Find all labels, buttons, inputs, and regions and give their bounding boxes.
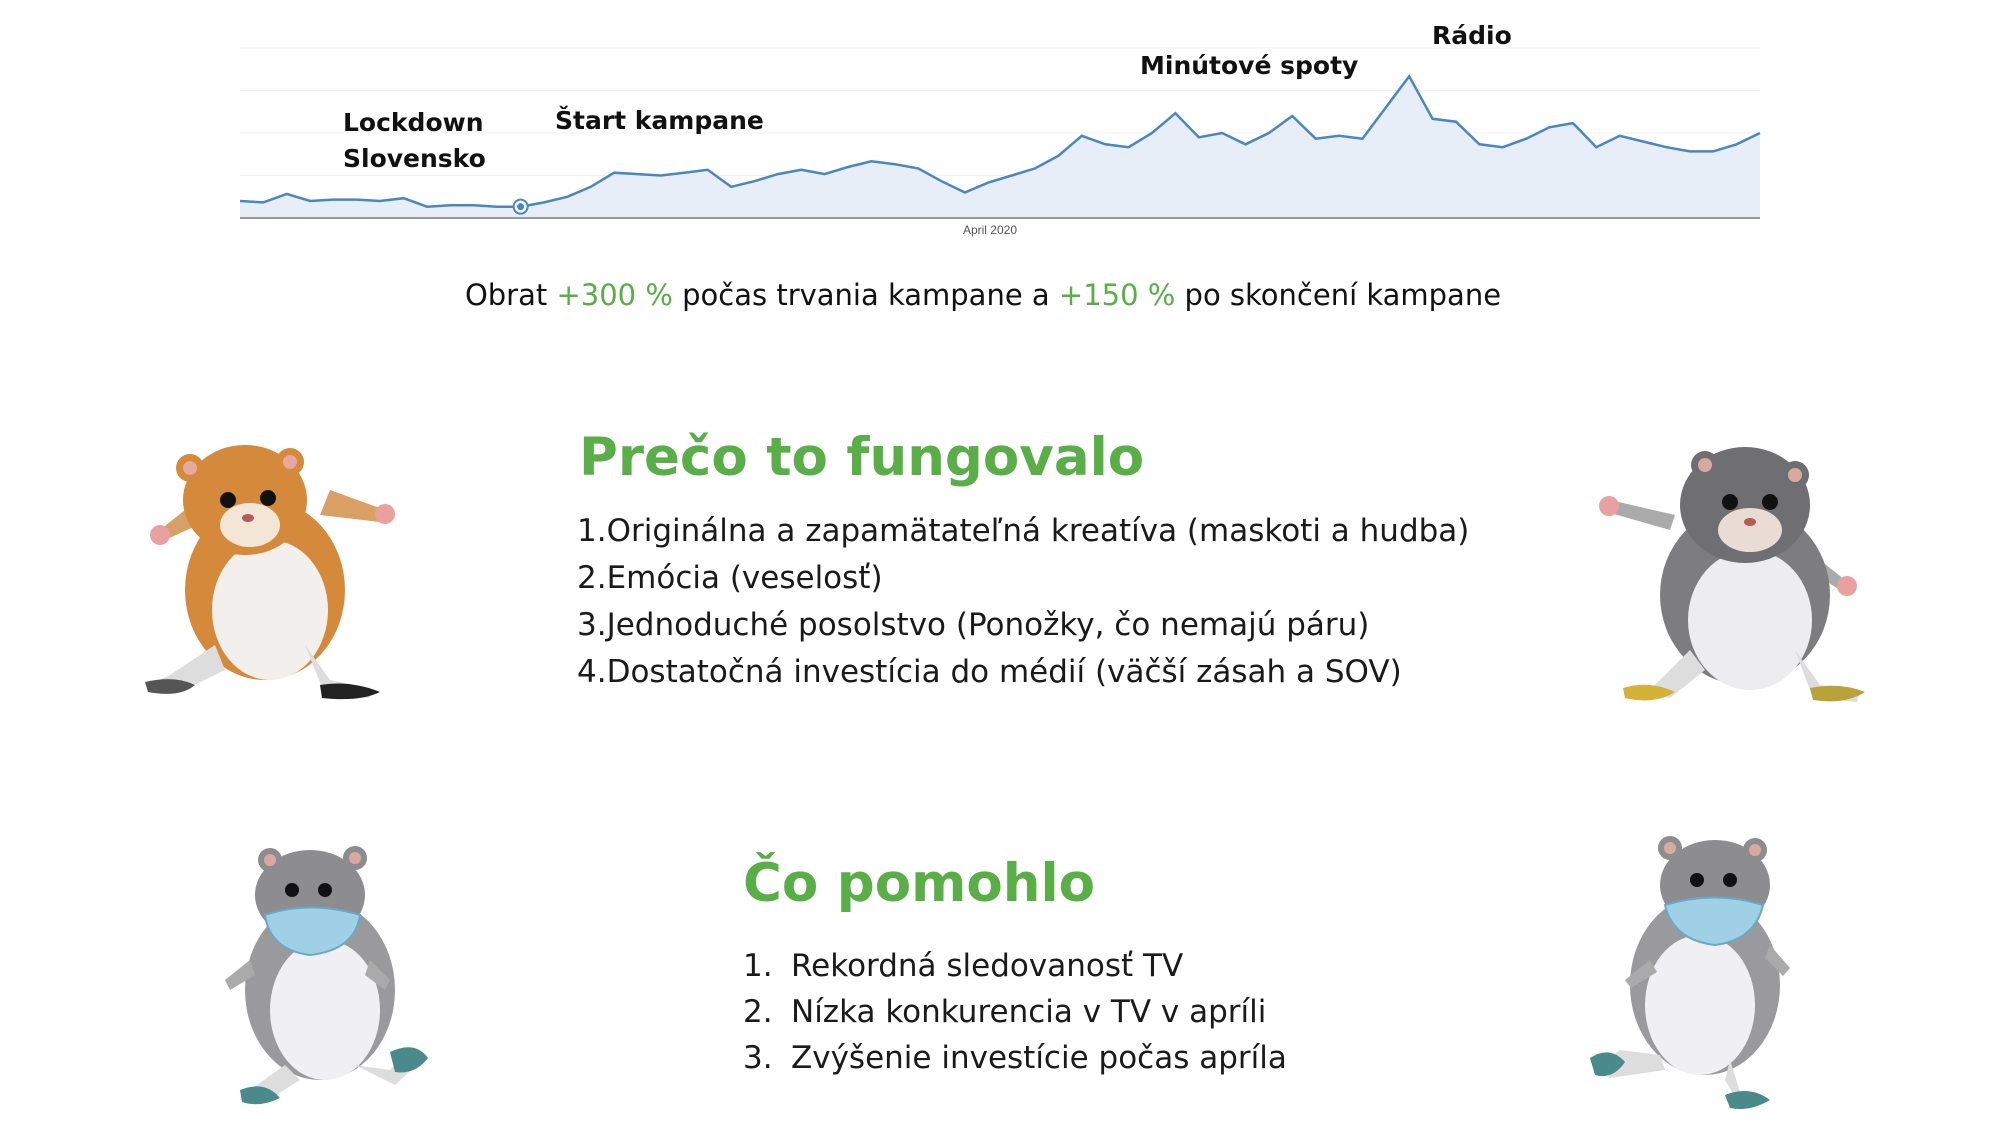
annotation-lockdown-line1: Lockdown	[343, 108, 484, 137]
list-item: 1.Originálna a zapamätateľná kreatíva (maskoti a hudba)	[577, 513, 1470, 549]
summary-value-during: +300 %	[556, 278, 673, 312]
list-item: 4.Dostatočná investícia do médií (väčší zásah a SOV)	[577, 654, 1402, 690]
list-item-number: 1.	[743, 948, 773, 984]
list-item	[743, 1035, 1287, 1081]
annotation-minute-spots: Minútové spoty	[1140, 51, 1359, 80]
summary-suffix: po skončení kampane	[1175, 278, 1502, 312]
annotation-campaign-start: Štart kampane	[555, 106, 764, 135]
annotation-lockdown-line2: Slovensko	[343, 144, 486, 173]
chart-marker-dot	[517, 203, 524, 210]
annotation-radio: Rádio	[1432, 21, 1512, 50]
chart-axis-label: April 2020	[962, 223, 1018, 237]
summary-line	[0, 278, 1966, 312]
summary-prefix: Obrat	[464, 278, 557, 312]
list-item: 2.Emócia (veselosť)	[577, 560, 883, 596]
summary-middle: počas trvania kampane a	[672, 278, 1059, 312]
hamster-gray-icon	[1595, 430, 1875, 710]
list-item	[743, 989, 1287, 1035]
hamster-mask-icon	[210, 840, 460, 1110]
list-item	[743, 943, 1287, 989]
list-item-text: Zvýšenie investície počas apríla	[791, 1040, 1287, 1076]
annotation-lockdown	[343, 105, 486, 177]
list-item-number: 3.	[743, 1040, 773, 1076]
hamster-orange-icon	[140, 430, 400, 700]
list-item: 3.Jednoduché posolstvo (Ponožky, čo nemajú páru)	[577, 607, 1370, 643]
helped-list	[743, 943, 1287, 1081]
list-item-number: 2.	[743, 994, 773, 1030]
why-list	[577, 508, 1469, 696]
why-title: Prečo to fungovalo	[579, 427, 1145, 488]
hamster-mask-icon	[1565, 830, 1815, 1110]
list-item-text: Rekordná sledovanosť TV	[791, 948, 1184, 984]
helped-title: Čo pomohlo	[743, 853, 1096, 914]
list-item-text: Nízka konkurencia v TV v apríli	[791, 994, 1267, 1030]
trend-chart	[0, 0, 2000, 260]
summary-value-after: +150 %	[1058, 278, 1176, 312]
